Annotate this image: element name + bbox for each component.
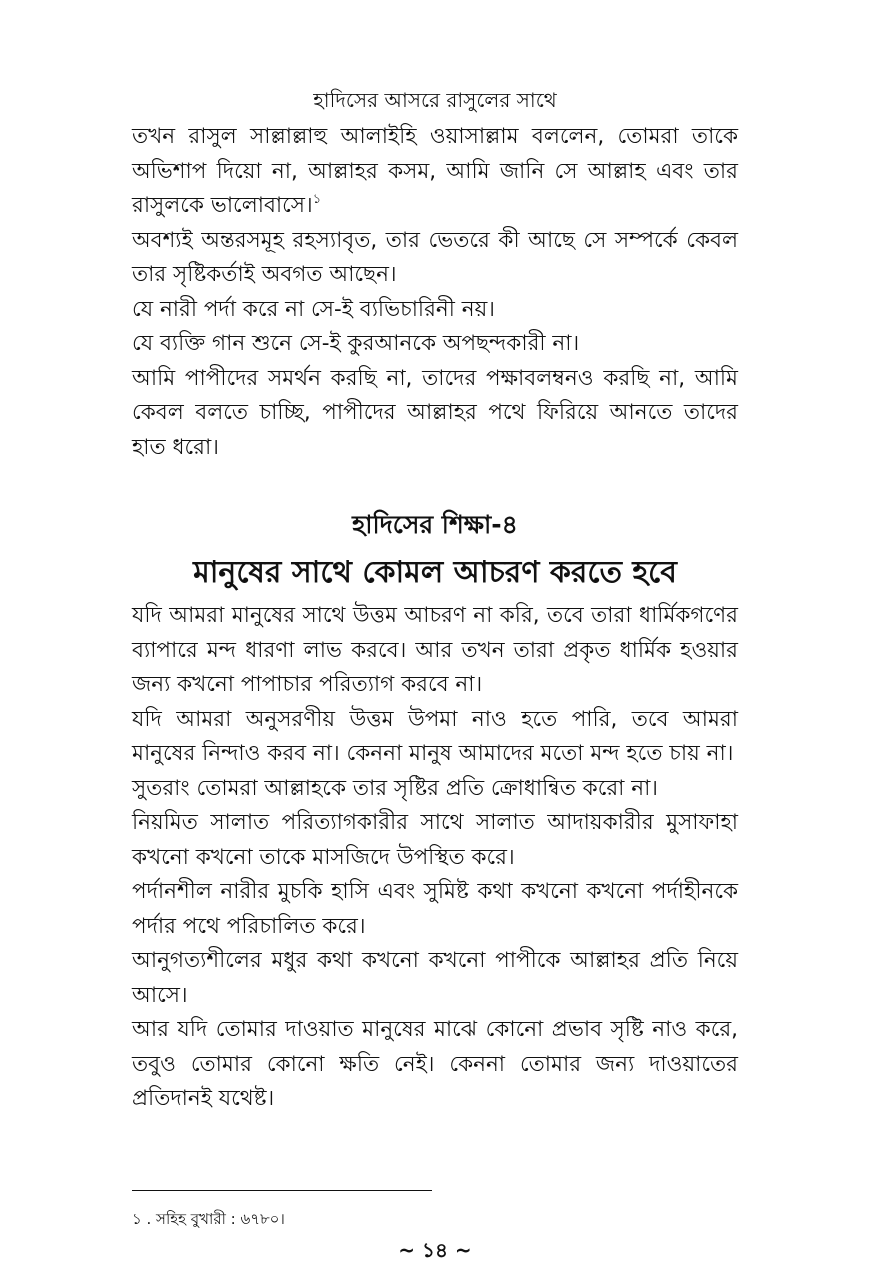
paragraph: যে নারী পর্দা করে না সে-ই ব্যভিচারিনী নয়। xyxy=(132,296,495,322)
paragraph: যদি আমরা মানুষের সাথে উত্তম আচরণ না করি, তবে তারা ধার্মিকগণের ব্যাপারে মন্দ ধারণা লাভ করবে। আর তখন তারা প্রকৃত ধার্মিক হওয়ার জন্য কখনো পাপাচার পরিত্যাগ করবে না। xyxy=(132,603,738,697)
section-title: মানুষের সাথে কোমল আচরণ করতে হবে xyxy=(193,555,677,590)
paragraph: আর যদি তোমার দাওয়াত মানুষের মাঝে কোনো প্রভাব সৃষ্টি নাও করে, তবুও তোমার কোনো ক্ষতি নেই। কেননা তোমার জন্য দাওয়াতের প্রতিদানই যথেষ্ট। xyxy=(132,1017,738,1111)
footnote-divider xyxy=(132,1190,432,1191)
paragraph xyxy=(132,120,738,224)
paragraph: সুতরাং তোমরা আল্লাহকে তার সৃষ্টির প্রতি ক্রোধান্বিত করো না। xyxy=(132,775,658,801)
paragraph-text: তখন রাসুল সাল্লাল্লাহু আলাইহি ওয়াসাল্লাম বললেন, তোমরা তাকে অভিশাপ দিয়ো না, আল্লাহর কসম, আমি জানি সে আল্লাহ এবং তার রাসুলকে ভালোবাসে। xyxy=(132,124,738,218)
paragraph: অবশ্যই অন্তরসমূহ রহস্যাবৃত, তার ভেতরে কী আছে সে সম্পর্কে কেবল তার সৃষ্টিকর্তাই অবগত আছেন। xyxy=(132,227,738,287)
text-block-intro xyxy=(132,120,738,465)
paragraph: আমি পাপীদের সমর্থন করছি না, তাদের পক্ষাবলম্বনও করছি না, আমি কেবল বলতে চাচ্ছি, পাপীদের আল্লাহর পথে ফিরিয়ে আনতে তাদের হাত ধরো। xyxy=(132,365,738,460)
section-label: হাদিসের শিক্ষা-৪ xyxy=(352,510,518,539)
page-number: ~ ১৪ ~ xyxy=(398,1238,472,1262)
text-block-section xyxy=(132,507,738,1117)
footnote-marker[interactable]: ১ xyxy=(312,192,322,207)
paragraph: নিয়মিত সালাত পরিত্যাগকারীর সাথে সালাত আদায়কারীর মুসাফাহা কখনো কখনো তাকে মাসজিদে উপস্থিত করে। xyxy=(132,810,738,870)
paragraph: যদি আমরা অনুসরণীয় উত্তম উপমা নাও হতে পারি, তবে আমরা মানুষের নিন্দাও করব না। কেননা মানুষ আমাদের মতো মন্দ হতে চায় না। xyxy=(132,706,738,766)
paragraph: পর্দানশীল নারীর মুচকি হাসি এবং সুমিষ্ট কথা কখনো কখনো পর্দাহীনকে পর্দার পথে পরিচালিত করে। xyxy=(132,879,738,939)
paragraph: যে ব্যক্তি গান শুনে সে-ই কুরআনকে অপছন্দকারী না। xyxy=(132,331,580,356)
running-header: হাদিসের আসরে রাসুলের সাথে xyxy=(313,88,557,112)
paragraph: আনুগত্যশীলের মধুর কথা কখনো কখনো পাপীকে আল্লাহর প্রতি নিয়ে আসে। xyxy=(132,948,738,1008)
footnote: ১ . সহিহ বুখারী : ৬৭৮০। xyxy=(132,1210,285,1228)
